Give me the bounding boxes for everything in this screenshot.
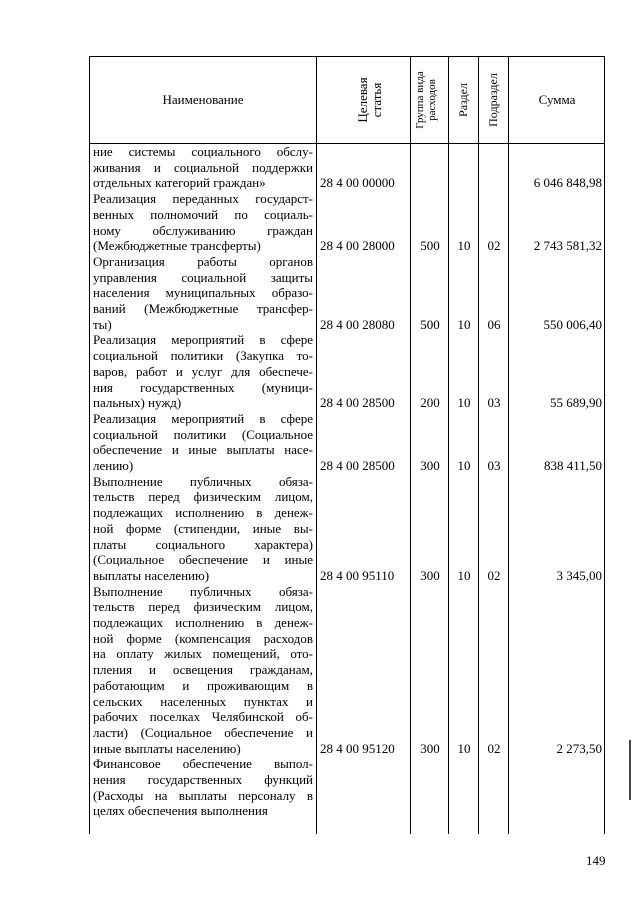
row-name-line: тельств перед физическим лицом,	[93, 489, 313, 505]
row-name-line: пления и освещения гражданам,	[93, 662, 313, 678]
row-name	[93, 411, 313, 474]
row-name-line: Финансовое обеспечение выпол-	[93, 756, 313, 772]
column-divider	[316, 57, 317, 834]
row-name-line: платы социального характера)	[93, 536, 313, 552]
row-name-line: ты)	[93, 316, 112, 332]
row-name-line: сельских населенных пунктах и	[93, 693, 313, 709]
row-section: 10	[457, 395, 471, 411]
row-sum: 550 006,40	[543, 316, 602, 332]
row-subsection: 03	[487, 457, 501, 473]
header-code-line1: Целевая	[355, 77, 370, 123]
header-name: Наименование	[162, 92, 244, 107]
row-name-line: Реализация переданных государст-	[93, 191, 313, 207]
row-sum: 2 273,50	[556, 740, 602, 756]
row-name-line: ние системы социального обслу-	[93, 144, 313, 159]
row-name-line: (Расходы на выплаты персоналу в	[93, 787, 313, 803]
row-group: 300	[420, 567, 440, 583]
column-divider	[410, 57, 411, 834]
row-name-line: управления социальной защиты	[93, 269, 313, 285]
row-sum: 3 345,00	[556, 567, 602, 583]
row-name-line: обеспечение и иные выплаты насе-	[93, 442, 313, 458]
column-divider	[448, 57, 449, 834]
row-name-line: ваний (Межбюджетные трансфер-	[93, 301, 313, 316]
row-code: 28 4 00 28500	[320, 395, 395, 411]
row-subsection: 02	[487, 740, 501, 756]
header-group-line2: расходов	[426, 79, 438, 121]
row-name	[93, 254, 313, 333]
row-name-line: ной форме (компенсация расходов	[93, 630, 313, 646]
header-section: Раздел	[456, 83, 470, 117]
header-subsection: Подраздел	[486, 73, 500, 127]
row-name-line: лению)	[93, 458, 134, 473]
row-name-line: целях обеспечения выполнения	[93, 803, 268, 819]
row-name-line: венных полномочий по социаль-	[93, 206, 313, 222]
row-section: 10	[457, 457, 471, 473]
header-code-line2: статья	[369, 82, 384, 118]
row-name-line: социальной политики (Закупка то-	[93, 348, 313, 364]
row-group: 300	[420, 740, 440, 756]
row-name-line: иные выплаты населению)	[93, 740, 241, 756]
row-name-line: нения государственных функций	[93, 772, 313, 787]
row-section: 10	[457, 740, 471, 756]
row-name-line: подлежащих исполнению в денеж-	[93, 505, 313, 521]
row-sum: 838 411,50	[543, 457, 602, 473]
row-code: 28 4 00 00000	[320, 175, 395, 191]
budget-table	[89, 56, 605, 834]
header-sum: Сумма	[538, 92, 576, 107]
row-name-line: (Социальное обеспечение и иные	[93, 552, 313, 568]
row-name-line: Реализация мероприятий в сфере	[93, 410, 313, 426]
row-name-line: ной форме (стипендии, иные вы-	[93, 520, 313, 536]
column-divider	[478, 57, 479, 834]
row-code: 28 4 00 28000	[320, 238, 395, 254]
row-name-line: работающим и проживающим в	[93, 677, 313, 693]
row-code: 28 4 00 28080	[320, 316, 395, 332]
row-name	[93, 474, 313, 584]
row-name-line: пальных) нужд)	[93, 395, 182, 411]
row-name-line: Выполнение публичных обяза-	[93, 583, 313, 599]
row-name	[93, 584, 313, 757]
page-number: 149	[586, 853, 606, 868]
row-name	[93, 332, 313, 411]
row-subsection: 02	[487, 567, 501, 583]
row-name	[93, 191, 313, 254]
row-name	[93, 144, 313, 191]
scan-edge-mark	[629, 740, 631, 800]
row-name-line: Организация работы органов	[93, 253, 313, 269]
row-code: 28 4 00 95110	[320, 567, 395, 583]
row-name-line: ния государственных (муници-	[93, 379, 313, 395]
row-code: 28 4 00 28500	[320, 457, 395, 473]
row-name-line: ласти) (Социальное обеспечение и	[93, 724, 313, 740]
row-group: 500	[420, 316, 440, 332]
row-sum: 55 689,90	[550, 395, 602, 411]
row-name-line: Реализация мероприятий в сфере	[93, 332, 313, 348]
row-name-line: отдельных категорий граждан»	[93, 175, 266, 191]
row-code: 28 4 00 95120	[320, 740, 395, 756]
row-name	[93, 756, 313, 819]
row-group: 200	[420, 395, 440, 411]
row-name-line: подлежащих исполнению в денеж-	[93, 615, 313, 630]
row-section: 10	[457, 316, 471, 332]
row-subsection: 06	[487, 316, 501, 332]
row-subsection: 03	[487, 395, 501, 411]
row-sum: 2 743 581,32	[533, 238, 602, 254]
row-name-line: ному обслуживанию граждан	[93, 222, 313, 238]
row-group: 300	[420, 457, 440, 473]
row-name-line: Выполнение публичных обяза-	[93, 473, 313, 489]
row-name-line: рабочих поселках Челябинской об-	[93, 709, 313, 725]
row-name-line: на оплату жилых помещений, ото-	[93, 646, 313, 662]
row-group: 500	[420, 238, 440, 254]
row-subsection: 02	[487, 238, 501, 254]
row-sum: 6 046 848,98	[533, 175, 602, 191]
row-name-line: живания и социальной поддержки	[93, 159, 313, 175]
header-group-line1: Группа вида	[414, 71, 426, 129]
row-name-line: выплаты населению)	[93, 567, 210, 583]
row-section: 10	[457, 238, 471, 254]
row-name-line: населения муниципальных образо-	[93, 285, 313, 301]
row-name-line: варов, работ и услуг для обеспече-	[93, 363, 313, 379]
row-name-line: (Межбюджетные трансферты)	[93, 238, 261, 254]
row-name-line: социальной политики (Социальное	[93, 426, 313, 442]
row-section: 10	[457, 567, 471, 583]
row-name-line: тельств перед физическим лицом,	[93, 599, 313, 615]
column-divider	[508, 57, 509, 834]
